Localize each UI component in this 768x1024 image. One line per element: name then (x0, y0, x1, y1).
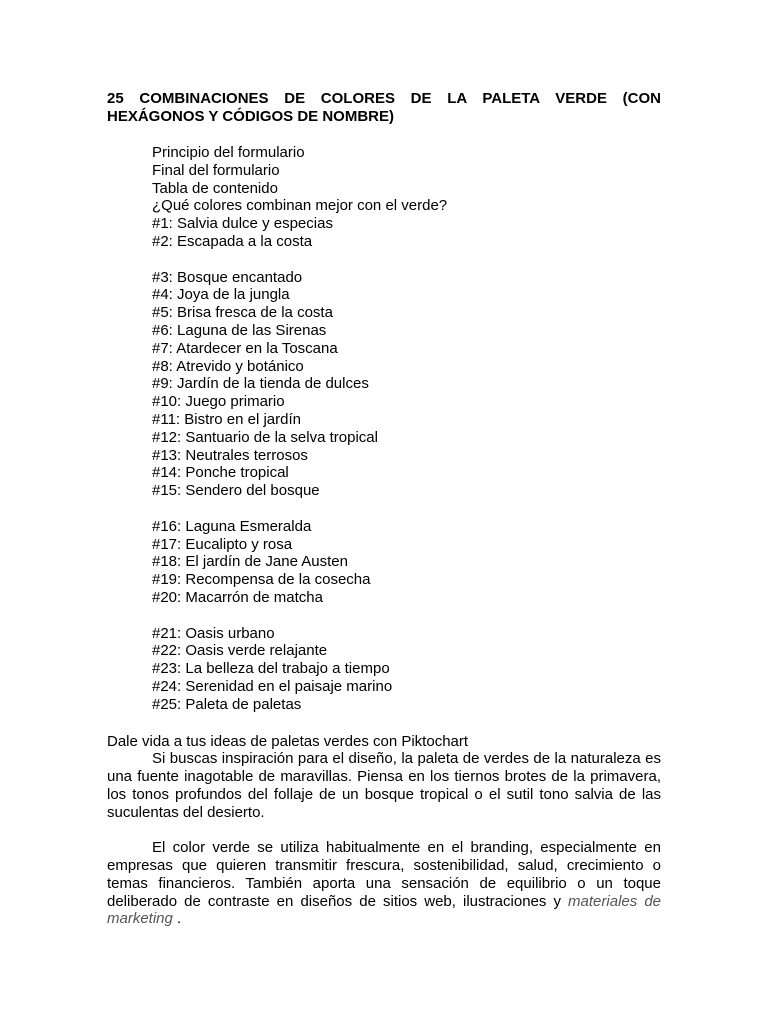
toc-entry[interactable]: Final del formulario (152, 161, 280, 179)
toc-entry[interactable]: #16: Laguna Esmeralda (152, 517, 312, 535)
toc-entry[interactable]: #2: Escapada a la costa (152, 232, 313, 250)
toc-entry[interactable]: #1: Salvia dulce y especias (152, 215, 333, 233)
toc-entry[interactable]: #14: Ponche tropical (152, 464, 289, 482)
toc-group-2 (152, 269, 661, 500)
toc-group-3 (152, 518, 661, 607)
toc-entry[interactable]: #19: Recompensa de la cosecha (152, 571, 371, 589)
title-line-1: 25 COMBINACIONES DE COLORES DE LA PALETA VERDE (CON (107, 90, 661, 107)
toc-entry[interactable]: #9: Jardín de la tienda de dulces (152, 375, 369, 393)
toc-entry[interactable]: #22: Oasis verde relajante (152, 642, 328, 660)
toc-entry[interactable]: #8: Atrevido y botánico (152, 357, 304, 375)
document-page (107, 90, 661, 928)
document-title (107, 90, 661, 126)
paragraph-2-end: . (172, 910, 182, 928)
cta-heading: Dale vida a tus ideas de paletas verdes con Piktochart (107, 732, 469, 750)
toc-group-4 (152, 625, 661, 714)
paragraph-2 (107, 839, 661, 928)
toc-entry[interactable]: #4: Joya de la jungla (152, 286, 290, 304)
toc-entry[interactable]: #21: Oasis urbano (152, 624, 275, 642)
toc-entry[interactable]: #17: Eucalipto y rosa (152, 535, 293, 553)
toc-entry[interactable]: #15: Sendero del bosque (152, 482, 320, 500)
toc-entry[interactable]: #23: La belleza del trabajo a tiempo (152, 660, 390, 678)
toc-entry[interactable]: #10: Juego primario (152, 393, 285, 411)
marketing-materials-link[interactable]: materiales de marketing (107, 892, 662, 928)
toc-entry[interactable]: #11: Bistro en el jardín (152, 410, 301, 428)
toc-entry[interactable]: #12: Santuario de la selva tropical (152, 428, 378, 446)
toc-entry[interactable]: #6: Laguna de las Sirenas (152, 321, 327, 339)
toc-entry[interactable]: #7: Atardecer en la Toscana (152, 339, 338, 357)
toc-group-1 (152, 144, 661, 251)
title-line-2: HEXÁGONOS Y CÓDIGOS DE NOMBRE) (107, 108, 394, 125)
table-of-contents (152, 144, 661, 714)
paragraph-2-text: El color verde se utiliza habitualmente en el branding, especialmente en empresas que quieren transmitir frescura, sostenibilidad, salud, crecimiento o temas financieros. También aporta una sensación de equilibrio o un toque deliberado de contraste en diseños de sitios web, ilustraciones y (107, 839, 661, 910)
toc-entry[interactable]: #25: Paleta de paletas (152, 695, 302, 713)
toc-entry[interactable]: #24: Serenidad en el paisaje marino (152, 677, 393, 695)
toc-entry[interactable]: ¿Qué colores combinan mejor con el verde? (152, 197, 448, 215)
toc-entry[interactable]: #18: El jardín de Jane Austen (152, 553, 348, 571)
toc-entry[interactable]: #20: Macarrón de matcha (152, 588, 323, 606)
paragraph-1: Si buscas inspiración para el diseño, la paleta de verdes de la naturaleza es una fuente inagotable de maravillas. Piensa en los tiernos brotes de la primavera, los tonos profundos del follaje de un bosque tropical o el sutil tono salvia de las suculentas del desierto. (107, 750, 661, 821)
toc-entry[interactable]: #5: Brisa fresca de la costa (152, 304, 333, 322)
toc-entry[interactable]: #3: Bosque encantado (152, 268, 303, 286)
toc-entry[interactable]: Tabla de contenido (152, 179, 278, 197)
toc-entry[interactable]: #13: Neutrales terrosos (152, 446, 308, 464)
toc-entry[interactable]: Principio del formulario (152, 144, 305, 161)
